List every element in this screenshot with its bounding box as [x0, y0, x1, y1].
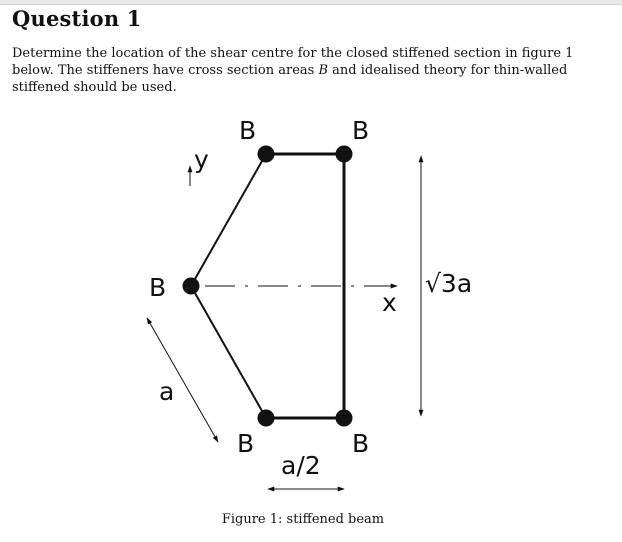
label-y-axis: y	[194, 145, 209, 174]
question-title: Question 1	[12, 6, 142, 31]
boom-top-left	[258, 146, 275, 163]
side-length-dimension-arrow	[147, 318, 218, 442]
label-boom-bottom-right: B	[352, 429, 370, 458]
label-dimension-height: √3a	[425, 269, 473, 298]
figure-caption: Figure 1: stiffened beam	[221, 512, 385, 527]
label-boom-left: B	[149, 273, 167, 302]
question-text-part1: Determine the location of the shear centre for the closed stiffened section in figure 1 below. The stiffeners have cross section areas	[12, 46, 574, 78]
label-boom-bottom-left: B	[237, 429, 255, 458]
label-dimension-a: a	[159, 377, 175, 406]
boom-top-right	[336, 146, 353, 163]
label-x-axis: x	[382, 288, 397, 317]
boom-bottom-left	[258, 410, 275, 427]
question-text-part2: and idealised theory for thin-walled stiffened should be used.	[12, 63, 568, 95]
label-boom-top-left: B	[239, 116, 257, 145]
stiffener-area-symbol: B	[318, 63, 329, 78]
boom-left	[183, 278, 200, 295]
label-boom-top-right: B	[352, 116, 370, 145]
label-dimension-half-a: a/2	[281, 451, 321, 480]
lower-left-wall	[191, 286, 266, 418]
boom-bottom-right	[336, 410, 353, 427]
